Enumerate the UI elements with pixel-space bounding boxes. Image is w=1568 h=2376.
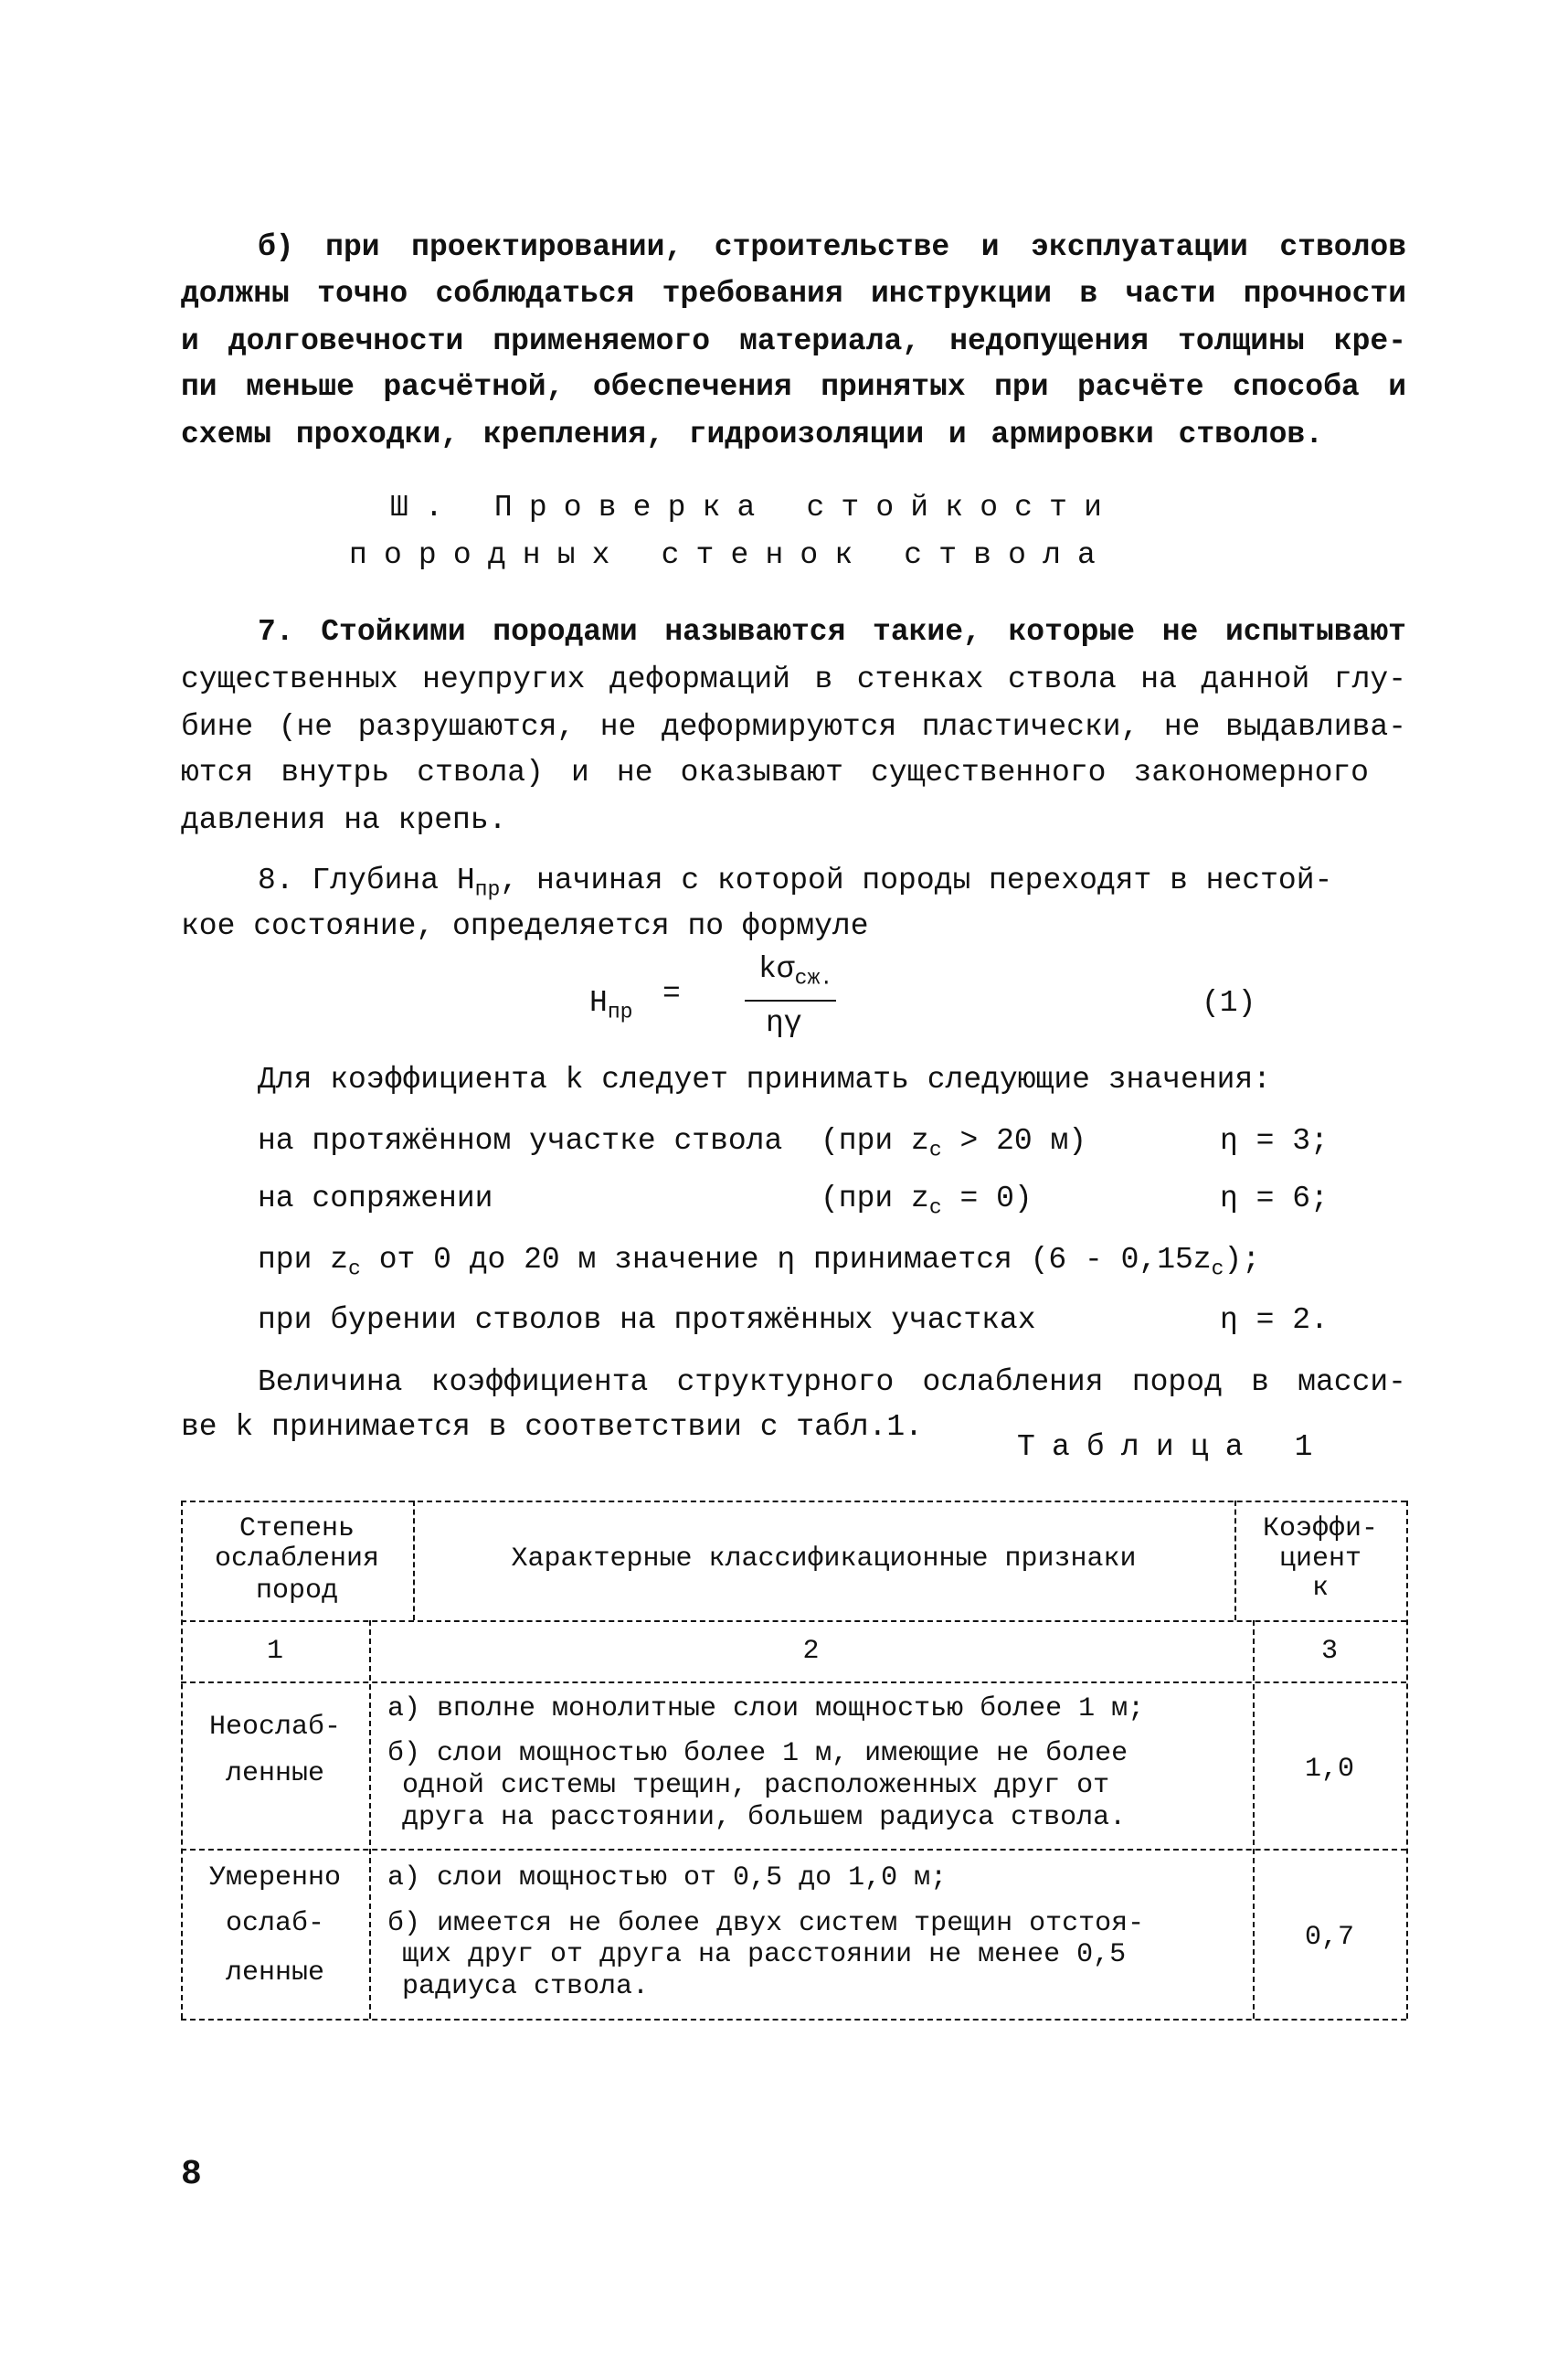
table-border [369,1620,371,2019]
table-header-cell: Характерные классификационные признаки [511,1543,1137,1575]
list-condition [821,1123,1086,1160]
text-line [258,863,1406,902]
table-caption: Таблица 1 [1017,1430,1330,1464]
table-cell: щих друг от друга на расстоянии не менее 0,5 [402,1939,1127,1970]
subscript: с [348,1257,361,1281]
text: kσ [758,952,795,986]
heading-line: Ш. Проверка стойкости [390,491,1119,525]
table-cell: ослаб- [225,1908,325,1939]
table-cell: Неослаб- [208,1712,342,1743]
fraction-bar [745,1000,836,1002]
formula-lhs [589,985,633,1022]
table-cell: а) вполне монолитные слои мощностью более 1 м; [387,1693,1145,1724]
subscript: с [1211,1257,1224,1281]
text-line: и долговечности применяемого материала, недопущения толщины кре- [181,324,1406,358]
text-line: давления на крепь. [181,803,507,837]
table-border [181,2019,1406,2021]
text-line: схемы проходки, крепления, гидроизоляции и армировки стволов. [181,418,1323,451]
subscript: с [928,1195,942,1220]
text: при z [258,1243,349,1277]
text-line: бине (не разрушаются, не деформируются пластически, не выдавлива- [181,710,1406,744]
text-line: б) при проектировании, строительстве и эксплуатации стволов [258,230,1406,264]
table-cell: 0,7 [1304,1922,1354,1953]
table-header-cell: Степень [238,1513,355,1544]
table-cell: одной системы трещин, расположенных друг от [402,1770,1110,1801]
table-header-cell: Коэффи- [1262,1513,1379,1544]
column-number: 1 [266,1636,283,1667]
column-number: 3 [1320,1636,1338,1667]
subscript: сж. [794,966,833,991]
text-line: пи меньше расчётной, обеспечения принятых при расчёте способа и [181,370,1406,404]
list-item: на протяжённом участке ствола [258,1124,783,1158]
formula-numerator [758,951,833,991]
table-border [181,1620,1406,1622]
text-line: ве k принимается в соответствии с табл.1. [181,1410,923,1444]
text: от 0 до 20 м значение η принимается (6 - 0,15z [360,1243,1212,1277]
text-line: должны точно соблюдаться требования инструкции в части прочности [181,277,1406,311]
list-item [258,1242,1261,1281]
text-line: ются внутрь ствола) и не оказывают существенного закономерного [181,756,1369,790]
subscript: с [928,1138,942,1162]
table-cell: б) слои мощностью более 1 м, имеющие не более [387,1738,1128,1769]
table-cell: 1,0 [1304,1754,1354,1785]
text: ); [1224,1243,1261,1277]
table-cell: Умеренно [208,1862,342,1893]
column-number: 2 [802,1636,820,1667]
text: 8. Глубина H [258,864,475,897]
table-cell: радиуса ствола. [402,1971,650,2002]
table-border [181,1501,1406,1502]
table-border [181,1681,1406,1683]
list-value: η = 3; [1220,1124,1329,1158]
table-border [181,1849,1406,1851]
text: , начиная с которой породы переходят в нестой- [500,864,1333,897]
text-line: Величина коэффициента структурного ослабления пород в масси- [258,1365,1406,1399]
table-header-cell: циент [1278,1543,1361,1575]
table-border [1406,1501,1408,2019]
table-cell: ленные [225,1957,325,1989]
text: H [589,986,608,1020]
list-value: η = 2. [1220,1303,1329,1337]
list-value: η = 6; [1220,1182,1329,1215]
list-condition [821,1181,1033,1220]
table-header-cell: пород [255,1575,338,1607]
subscript: пр [474,877,501,902]
subscript: пр [607,1000,633,1024]
table-header-cell: ослабления [214,1543,380,1575]
table-cell: ленные [225,1758,325,1789]
text-line: Для коэффициента k следует принимать следующие значения: [258,1063,1271,1097]
table-cell: б) имеется не более двух систем трещин отстоя- [387,1908,1145,1939]
text: (при z [821,1182,929,1215]
heading-line: породных стенок ствола [349,538,1112,572]
text-line: существенных неупругих деформаций в стенках ствола на данной глу- [181,663,1406,696]
table-cell: а) слои мощностью от 0,5 до 1,0 м; [387,1862,948,1893]
text: > 20 м) [941,1124,1087,1158]
list-item: на сопряжении [258,1182,493,1215]
table-cell: друга на расстоянии, большем радиуса ствола. [402,1802,1127,1833]
text: = 0) [941,1182,1033,1215]
text-line: кое состояние, определяется по формуле [181,909,869,943]
page-number: 8 [181,2155,202,2194]
equation-number: (1) [1202,986,1256,1020]
text: (при z [821,1124,929,1158]
list-item: при бурении стволов на протяжённых участках [258,1303,1036,1337]
table-border [1253,1620,1255,2019]
text-line: 7. Стойкими породами называются такие, которые не испытывают [258,615,1406,649]
table-header-cell: к [1311,1573,1329,1604]
formula-equals: = [662,977,681,1011]
formula-denominator: ηγ [766,1006,802,1040]
